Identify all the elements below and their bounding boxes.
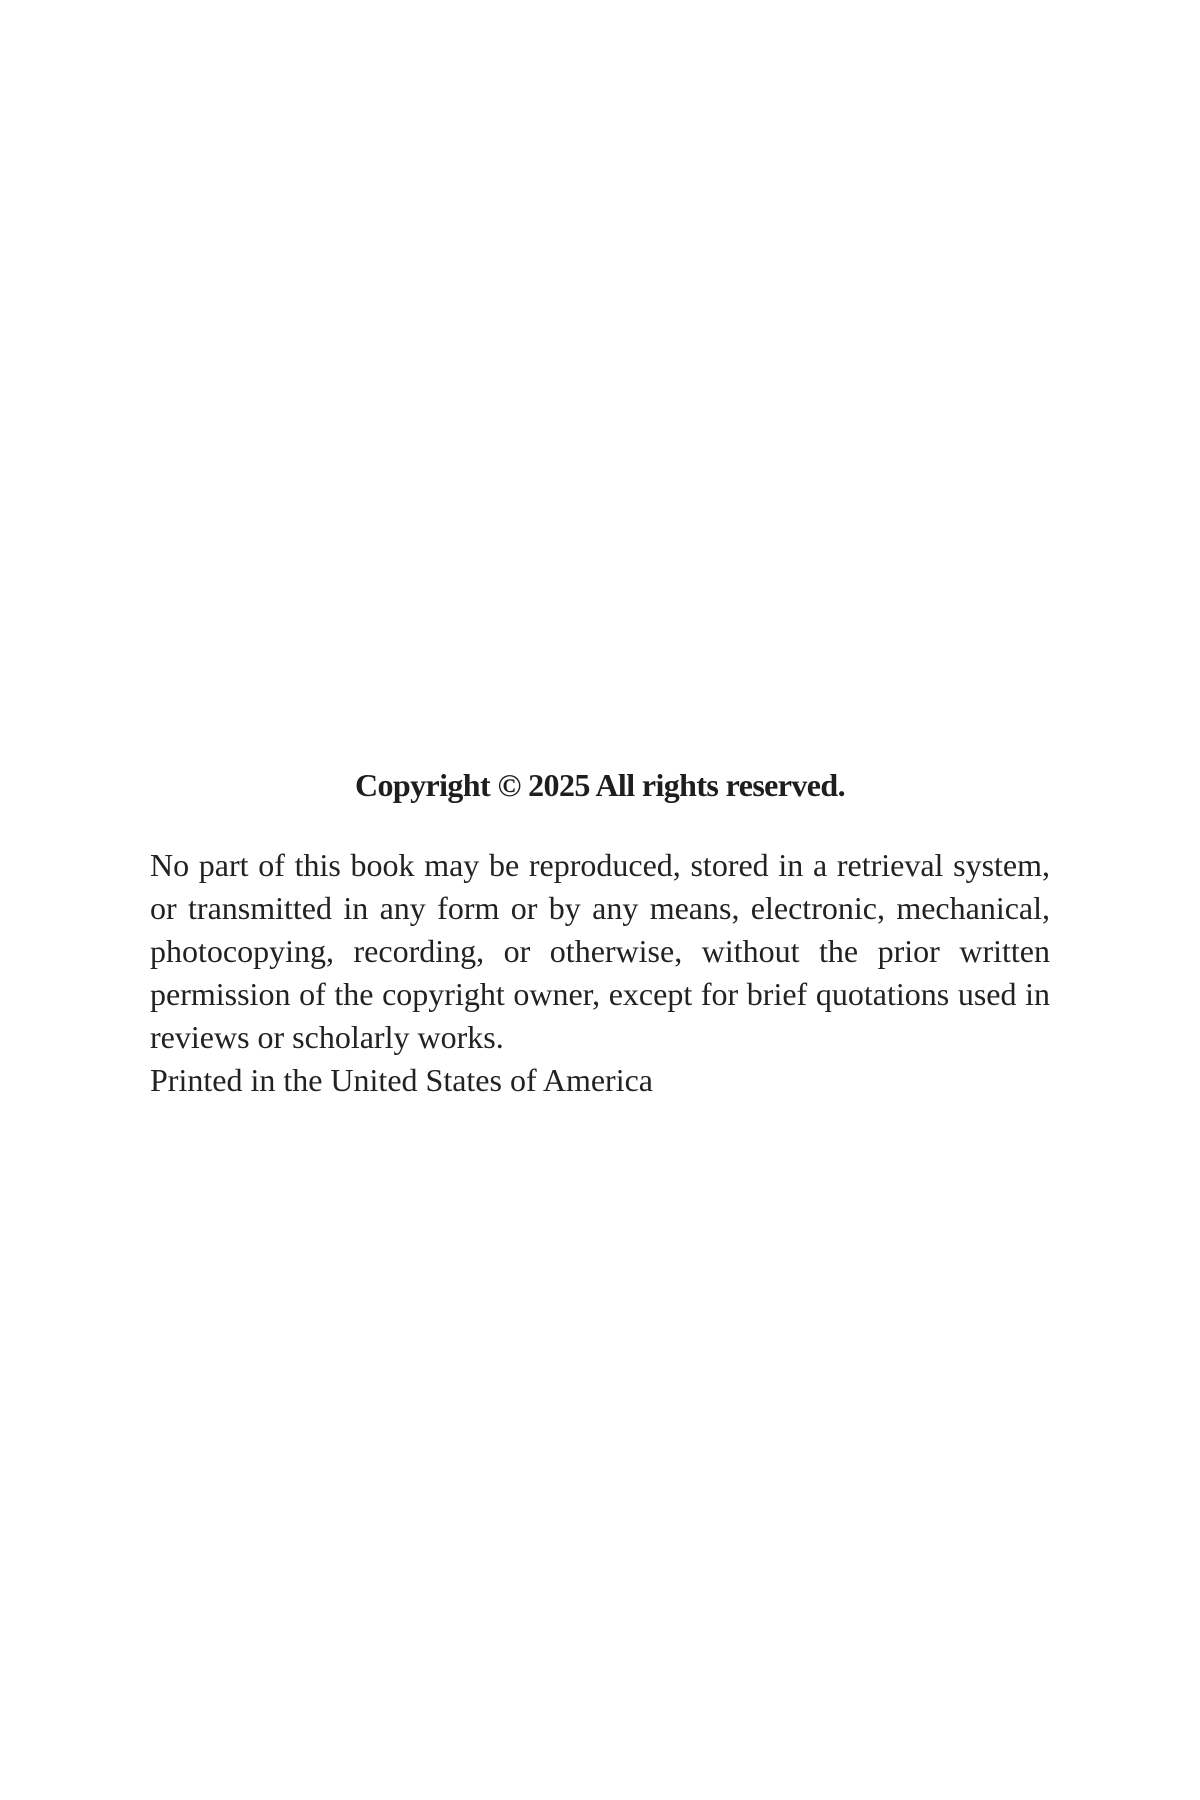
- rights-notice-paragraph: No part of this book may be reproduced, stored in a retrieval system, or transmitted in any form or by any means, electronic, mechanical, photocopying, recording, or otherwise, without the prior written permission of the copyright owner, except for brief quotations used in reviews or scholarly works.: [150, 847, 1050, 1055]
- copyright-block: [150, 762, 1050, 1102]
- copyright-heading: Copyright © 2025 All rights reserved.: [355, 767, 845, 803]
- printed-in-line: Printed in the United States of America: [150, 1062, 653, 1098]
